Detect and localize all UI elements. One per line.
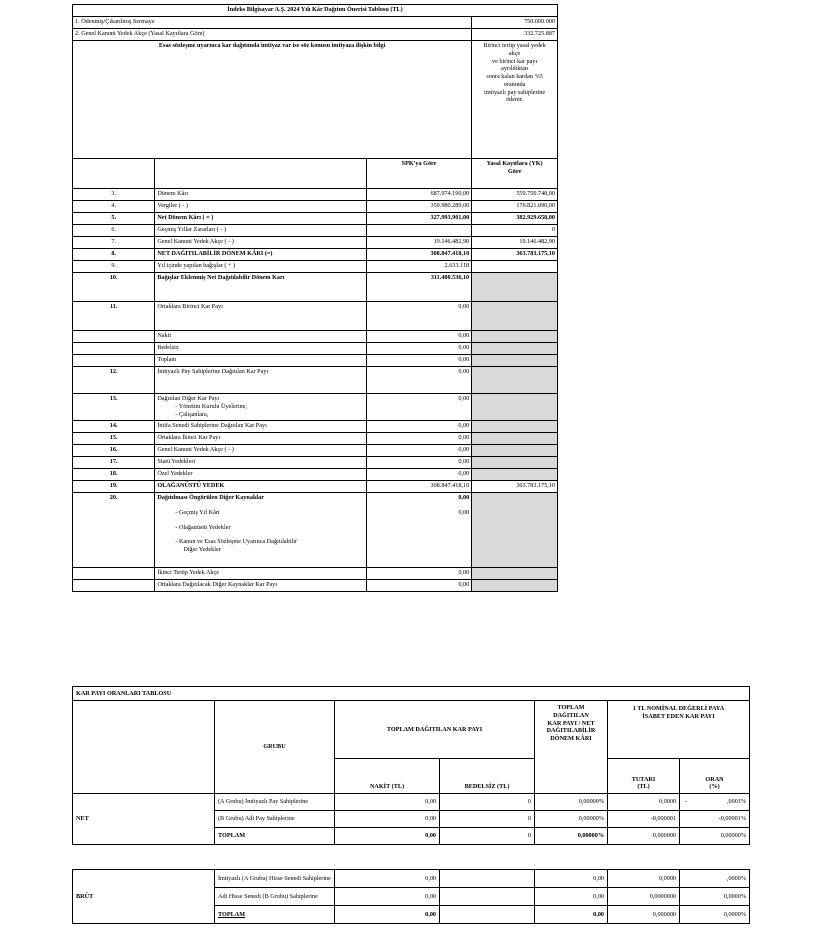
row-description-line2: - Yönetim Kurulu Üyelerine, xyxy=(175,402,247,410)
ratio-value: 0,00 xyxy=(535,870,608,888)
row-value-spk: 687.974.190,00 xyxy=(366,189,471,201)
row-description: Özel Yedekler xyxy=(155,469,367,481)
ratios-title-row xyxy=(73,687,750,701)
table-row-net-a xyxy=(73,794,750,811)
ratio-value: 0,00000% xyxy=(535,811,608,828)
row-number xyxy=(73,343,155,355)
rate-line1: ORAN xyxy=(705,775,724,783)
row-sub-description: - Geçmiş Yıl Kârı xyxy=(175,508,220,516)
row-value-spk: 0,00 xyxy=(366,421,471,433)
row-label: 1. Ödenmiş/Çıkarılmış Sermaye xyxy=(73,17,472,29)
table-row-second-reserve xyxy=(73,568,558,580)
column-header-yk-line2: Göre xyxy=(507,167,522,175)
shaded-cell xyxy=(472,469,558,481)
row-number: 10. xyxy=(73,273,155,302)
cash-value: 0,00 xyxy=(335,828,440,845)
table-row-other-source-dividend xyxy=(73,580,558,592)
privilege-note-line: ve birinci kar payı xyxy=(491,57,538,65)
row-description: İmtiyazlı Pay Sahiplerine Dağıtılan Kar Payı xyxy=(155,367,367,394)
row-description: Ortaklara Dağıtılacak Diğer Kaynaklar Kar Payı xyxy=(155,580,367,592)
row-description-line3: - Çalışanlara, xyxy=(175,410,209,418)
ratio-block-line: DAĞITILAN xyxy=(553,711,589,719)
row-number: 12. xyxy=(73,367,155,394)
row-number xyxy=(73,355,155,367)
row-description: Ortaklara İkinci Kar Payı xyxy=(155,433,367,445)
shaded-cell xyxy=(472,343,558,355)
rate-value-cell xyxy=(680,794,750,811)
row-value-spk: 0,00 xyxy=(366,457,471,469)
shaded-cell xyxy=(472,331,558,343)
section-label-brut: BRÜT xyxy=(73,870,215,924)
ratio-value: 0,00000% xyxy=(535,828,608,845)
table-row-other-dividend xyxy=(73,394,558,421)
shaded-cell xyxy=(472,273,558,302)
table-row xyxy=(73,201,558,213)
row-description-line1: Dağıtılan Diğer Kar Payı xyxy=(157,395,220,402)
table-row xyxy=(73,469,558,481)
column-header-spk: SPK'ya Göre xyxy=(366,159,471,189)
table-row xyxy=(73,249,558,261)
row-description: Yıl içinde yapılan bağışlar ( + ) xyxy=(155,261,367,273)
table-row-brut-a xyxy=(73,870,750,888)
rate-line2: (%) xyxy=(709,783,720,791)
shaded-cell xyxy=(472,433,558,445)
empty-header-cell xyxy=(73,159,155,189)
amount-value: 0,0000 xyxy=(608,794,680,811)
row-value-yk: 363.783.175,10 xyxy=(472,481,558,493)
row-number: 14. xyxy=(73,421,155,433)
shaded-cell xyxy=(472,367,558,394)
shaded-cell xyxy=(472,445,558,457)
ratios-header-row-1 xyxy=(73,701,750,759)
rate-value: 0,00000% xyxy=(680,828,750,845)
per-nominal-line1: 1 TL NOMİNAL DEĞERLİ PAYA xyxy=(632,705,725,712)
privilege-note-line: ayrıldıktan xyxy=(501,65,528,73)
table-row-sub xyxy=(73,343,558,355)
privilege-note xyxy=(472,41,558,159)
row-description: İkinci Tertip Yedek Akçe xyxy=(155,568,367,580)
empty-header-cell xyxy=(73,701,215,794)
row-value-spk: 0,00 xyxy=(366,580,471,592)
privilege-note-line: oranında xyxy=(503,80,526,88)
group-label: Adi Hisse Senedi (B Grubu) Sahiplerine xyxy=(215,888,335,906)
row-value-spk: 308.847.418,10 xyxy=(366,481,471,493)
rate-value: ,0001% xyxy=(726,798,747,806)
page-title: İndeks Bilgisayar A.Ş. 2024 Yılı Kâr Dağıtım Önerisi Tablosu (TL) xyxy=(73,5,558,17)
rate-value: 0,0000% xyxy=(680,906,750,924)
row-number: 3. xyxy=(73,189,155,201)
table-row-other-sources xyxy=(73,493,558,568)
column-header-per-nominal xyxy=(608,701,750,759)
row-value-yk: 0 xyxy=(472,225,558,237)
table-row-privileged-dividend xyxy=(73,367,558,394)
row-number: 11. xyxy=(73,302,155,331)
row-number: 20. xyxy=(73,493,155,568)
row-number: 7. xyxy=(73,237,155,249)
row-number xyxy=(73,331,155,343)
ratio-value: 0,00000% xyxy=(535,794,608,811)
table-title-row xyxy=(73,5,558,17)
row-description: Toplam xyxy=(155,355,367,367)
row-description: İntifa Senedi Sahiplerine Dağıtılan Kar Payı xyxy=(155,421,367,433)
row-description: Net Dönem Kârı ( = ) xyxy=(155,213,367,225)
column-header-bonus: BEDELSİZ (TL) xyxy=(440,759,535,794)
amount-value: 0,000000 xyxy=(608,828,680,845)
row-value-yk: 176.821.090,00 xyxy=(472,201,558,213)
column-header-row xyxy=(73,159,558,189)
row-value-spk: 311.480.536,10 xyxy=(366,273,471,302)
table-row xyxy=(73,189,558,201)
privilege-note-line: imtiyazlı pay sahiplerine xyxy=(483,88,546,96)
cash-value: 0,00 xyxy=(335,906,440,924)
row-value-spk: 0,00 xyxy=(366,433,471,445)
row-description: Statü Yedekleri xyxy=(155,457,367,469)
table-row xyxy=(73,237,558,249)
amount-line2: (TL) xyxy=(637,783,650,791)
row-description: Nakit xyxy=(155,331,367,343)
rate-value: -0,00001% xyxy=(680,811,750,828)
table-row-legal-reserve xyxy=(73,29,558,41)
row-number: 5. xyxy=(73,213,155,225)
row-value-yk: 19.146.482,90 xyxy=(472,237,558,249)
ratio-value: 0,00 xyxy=(535,906,608,924)
privilege-note-line: sonra kalan kardan %5 xyxy=(486,73,543,80)
bonus-value xyxy=(440,906,535,924)
row-number: 16. xyxy=(73,445,155,457)
group-label: TOPLAM xyxy=(215,828,335,845)
row-number: 15. xyxy=(73,433,155,445)
per-nominal-line2: İSABET EDEN KAR PAYI xyxy=(642,712,715,720)
table-row xyxy=(73,261,558,273)
row-value-spk: 0,00 xyxy=(366,367,471,394)
row-number: 17. xyxy=(73,457,155,469)
row-description: Genel Kanuni Yedek Akçe ( - ) xyxy=(155,237,367,249)
bonus-value xyxy=(440,888,535,906)
row-sub-description: - Kanun ve Esas Sözleşme Uyarınca Dağıtılabilir xyxy=(175,538,297,546)
row-number: 18. xyxy=(73,469,155,481)
cash-value: 0,00 xyxy=(335,870,440,888)
ratio-block-line: DAĞITILABİLİR xyxy=(546,727,596,735)
table-row-capital xyxy=(73,17,558,29)
table-row-extraordinary-reserve xyxy=(73,481,558,493)
table-row xyxy=(73,445,558,457)
row-number: 13. xyxy=(73,394,155,421)
table-row-sub xyxy=(73,331,558,343)
table-row-sub xyxy=(73,355,558,367)
group-label: (A Grubu) İmtiyazlı Pay Sahiplerine xyxy=(215,794,335,811)
row-value-yk: 559.750.748,00 xyxy=(472,189,558,201)
privilege-note-line: akçe xyxy=(508,49,521,57)
bonus-value: 0 xyxy=(440,794,535,811)
cash-value: 0,00 xyxy=(335,794,440,811)
row-number: 8. xyxy=(73,249,155,261)
row-value-spk: 0,00 xyxy=(366,394,471,421)
shaded-cell xyxy=(472,493,558,568)
row-value-spk xyxy=(366,493,471,568)
row-value-spk: 0,00 xyxy=(366,331,471,343)
shaded-cell xyxy=(472,457,558,469)
column-header-yk xyxy=(472,159,558,189)
row-description-main: Dağıtılması Öngörülen Diğer Kaynaklar xyxy=(157,494,264,501)
bonus-value xyxy=(440,870,535,888)
row-description: OLAĞANÜSTÜ YEDEK xyxy=(155,481,367,493)
table-row xyxy=(73,421,558,433)
row-sub-value: 0,00 xyxy=(458,508,470,516)
row-description: Ortaklara Birinci Kar Payı xyxy=(155,302,367,331)
column-header-total-distributed: TOPLAM DAĞITILAN KAR PAYI xyxy=(335,701,535,759)
privilege-label: Esas sözleşme uyarınca kar dağıtımda imtiyaz var ise söz konusu imtiyaza ilişkin bilgi xyxy=(73,41,472,159)
row-value-spk: 0,00 xyxy=(366,343,471,355)
amount-value: -0,000001 xyxy=(608,811,680,828)
negative-sign: - xyxy=(685,798,688,806)
rate-value: ,0000% xyxy=(680,870,750,888)
shaded-cell xyxy=(472,355,558,367)
row-description xyxy=(155,493,367,568)
ratios-table-title: KAR PAYI ORANLARI TABLOSU xyxy=(73,687,750,701)
row-description: Dönem Kârı xyxy=(155,189,367,201)
row-value-spk: 327.993.901,00 xyxy=(366,213,471,225)
cash-value: 0,00 xyxy=(335,888,440,906)
row-description: Genel Kanuni Yedek Akçe ( - ) xyxy=(155,445,367,457)
amount-value: 0,0000000 xyxy=(608,888,680,906)
row-value: 332.725.887 xyxy=(472,29,558,41)
row-value-spk: 359.980.289,00 xyxy=(366,201,471,213)
row-value-spk: 0,00 xyxy=(366,568,471,580)
table-row-privilege xyxy=(73,41,558,159)
shaded-cell xyxy=(472,421,558,433)
row-value-spk: 0,00 xyxy=(366,469,471,481)
shaded-cell xyxy=(472,568,558,580)
column-header-amount xyxy=(608,759,680,794)
row-number xyxy=(73,568,155,580)
row-value-spk: 308.847.418,10 xyxy=(366,249,471,261)
column-header-ratio-block xyxy=(535,701,608,794)
rate-value: 0,0000% xyxy=(680,888,750,906)
amount-value: 0,0000 xyxy=(608,870,680,888)
amount-line1: TUTARI xyxy=(631,775,656,783)
privilege-note-line: ödenir. xyxy=(506,96,524,104)
table-row-first-dividend xyxy=(73,302,558,331)
row-number xyxy=(73,580,155,592)
group-label: İmtiyazlı (A Grubu) Hisse Senedi Sahiplerine xyxy=(215,870,335,888)
row-number: 6. xyxy=(73,225,155,237)
gross-dividend-table xyxy=(72,869,750,924)
row-description: NET DAĞITILABİLİR DÖNEM KÂRI (=) xyxy=(155,249,367,261)
amount-value: 0,000000 xyxy=(608,906,680,924)
row-description xyxy=(155,394,367,421)
row-number: 19. xyxy=(73,481,155,493)
row-sub-description: Diğer Yedekler xyxy=(183,546,221,553)
dividend-ratios-table xyxy=(72,686,750,845)
shaded-cell xyxy=(472,302,558,331)
ratio-block-line: DÖNEM KÂRI xyxy=(550,735,592,742)
group-label: TOPLAM xyxy=(215,906,335,924)
table-row xyxy=(73,457,558,469)
section-label-net: NET xyxy=(73,794,215,845)
row-value-spk: 0,00 xyxy=(366,445,471,457)
row-description: Bedelsiz xyxy=(155,343,367,355)
row-value-spk: 19.146.482,90 xyxy=(366,237,471,249)
ratio-block-line: KAR PAYI / NET xyxy=(547,719,595,727)
row-value-yk: 363.783.175,10 xyxy=(472,249,558,261)
row-description: Bağışlar Eklenmiş Net Dağıtılabilir Dönem Karı xyxy=(155,273,367,302)
table-row xyxy=(73,213,558,225)
shaded-cell xyxy=(472,394,558,421)
shaded-cell xyxy=(472,580,558,592)
column-header-group: GRUBU xyxy=(215,701,335,794)
table-row xyxy=(73,225,558,237)
privilege-note-line: Birinci tertip yasal yedek xyxy=(483,42,546,49)
row-description: Geçmiş Yıllar Zararları ( - ) xyxy=(155,225,367,237)
column-header-yk-line1: Yasal Kayıtlara (YK) xyxy=(486,160,543,167)
row-value-spk: 0,00 xyxy=(366,302,471,331)
ratio-value: 0,00 xyxy=(535,888,608,906)
row-value: 750.000.000 xyxy=(472,17,558,29)
group-label: (B Grubu) Adi Pay Sahiplerine xyxy=(215,811,335,828)
row-value-spk: 0,00 xyxy=(366,355,471,367)
bonus-value: 0 xyxy=(440,828,535,845)
column-header-cash: NAKİT (TL) xyxy=(335,759,440,794)
row-value-main: 0,00 xyxy=(458,494,470,501)
cash-value: 0,00 xyxy=(335,811,440,828)
row-sub-description: - Olağanüstü Yedekler xyxy=(175,523,231,531)
row-description: Vergiler ( - ) xyxy=(155,201,367,213)
row-number: 9. xyxy=(73,261,155,273)
column-header-rate xyxy=(680,759,750,794)
bonus-value: 0 xyxy=(440,811,535,828)
row-value-spk: 2.633.118 xyxy=(366,261,471,273)
row-value-yk: 382.929.658,00 xyxy=(472,213,558,225)
table-row-donations-added xyxy=(73,273,558,302)
row-value-yk xyxy=(472,261,558,273)
empty-header-cell xyxy=(155,159,367,189)
table-row xyxy=(73,433,558,445)
row-value-spk xyxy=(366,225,471,237)
ratio-block-line: TOPLAM xyxy=(557,704,585,711)
row-number: 4. xyxy=(73,201,155,213)
profit-distribution-table xyxy=(72,4,558,592)
row-label: 2. Genel Kanuni Yedek Akçe (Yasal Kayıtlara Göre) xyxy=(73,29,472,41)
